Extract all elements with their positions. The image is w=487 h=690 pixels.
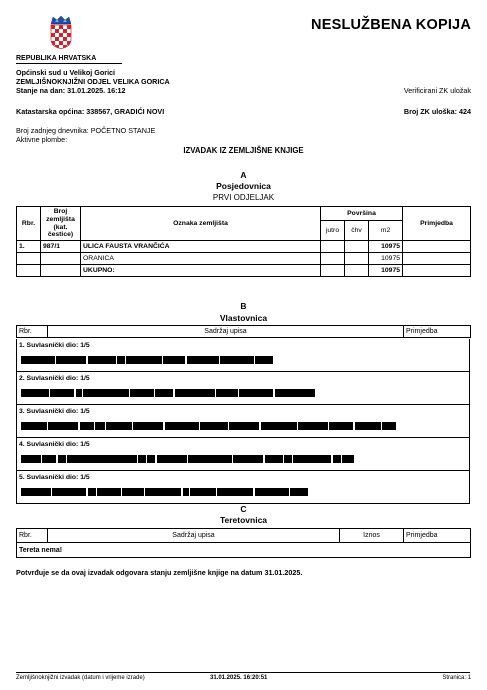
footer-left: Zemljišnoknjižni izvadak (datum i vrijeme izrade) — [16, 675, 145, 681]
row-oznaka: ORANICA — [81, 253, 321, 265]
col-primjedba-header: Primjedba — [404, 326, 471, 338]
row-primjedba — [403, 241, 471, 253]
col-rbr-header: Rbr. — [17, 529, 48, 543]
row-oznaka: ULICA FAUSTA VRANČIĆA — [81, 241, 321, 253]
section-b-title: Vlastovnica — [219, 313, 268, 323]
owner-entry — [16, 471, 470, 504]
total-row — [17, 265, 471, 277]
col-oznaka-header: Oznaka zemljišta — [81, 207, 321, 241]
table-row — [17, 241, 471, 253]
teretovnica-table — [16, 528, 471, 558]
section-c-title: Teretovnica — [219, 515, 268, 525]
row-m2: 10975 — [369, 253, 403, 265]
section-a-title: Posjedovnica — [216, 181, 271, 191]
owner-share-label: 1. Suvlasnički dio: 1/5 — [19, 342, 90, 349]
owner-entry — [16, 372, 470, 405]
col-sadrzaj-header: Sadržaj upisa — [48, 326, 404, 338]
cadastral-municipality: Katastarska općina: 338567, GRADIĆI NOVI — [16, 107, 165, 116]
col-jutro-header: jutro — [321, 220, 345, 241]
owner-share-label: 4. Suvlasnički dio: 1/5 — [19, 441, 90, 448]
table-row — [17, 253, 471, 265]
owner-share-label: 3. Suvlasnički dio: 1/5 — [19, 408, 90, 415]
row-m2: 10975 — [369, 241, 403, 253]
state-date: Stanje na dan: 31.01.2025. 16:12 — [16, 86, 126, 95]
col-rbr-header: Rbr. — [17, 326, 48, 338]
extract-title: IZVADAK IZ ZEMLJIŠNE KNJIGE — [183, 146, 304, 155]
col-iznos-header: Iznos — [340, 529, 404, 543]
court-name: Općinski sud u Velikoj Gorici — [16, 68, 116, 77]
section-a-letter: A — [240, 170, 247, 180]
republic-label: REPUBLIKA HRVATSKA — [16, 55, 97, 62]
no-encumbrances-note: Tereta nema! — [17, 543, 471, 558]
redacted-owner-text — [21, 389, 316, 397]
footer-timestamp: 31.01.2025. 16:20:51 — [210, 675, 268, 681]
croatian-coat-of-arms-icon — [50, 15, 72, 49]
redacted-owner-text — [21, 488, 309, 496]
col-primjedba-header: Primjedba — [403, 207, 471, 241]
owner-share-label: 5. Suvlasnički dio: 1/5 — [19, 474, 90, 481]
last-journal-number: Broj zadnjeg dnevnika: POČETNO STANJE — [16, 126, 156, 135]
section-a-subtitle: PRVI ODJELJAK — [212, 193, 275, 202]
redacted-owner-text — [21, 356, 275, 364]
owner-entry — [16, 405, 470, 438]
row-chv — [345, 253, 369, 265]
col-m2-header: m2 — [369, 220, 403, 241]
col-chv-header: čhv — [345, 220, 369, 241]
row-rbr — [17, 253, 41, 265]
row-jutro — [321, 241, 345, 253]
total-m2: 10975 — [369, 265, 403, 277]
owner-entry — [16, 339, 470, 372]
footer-page-number: Stranica: 1 — [442, 675, 471, 681]
col-broj-header: Broj zemljišta (kat. čestice) — [41, 207, 81, 241]
zk-number: Broj ZK uloška: 424 — [403, 107, 471, 116]
row-broj — [41, 253, 81, 265]
redacted-owner-text — [21, 422, 397, 430]
row-chv — [345, 241, 369, 253]
owner-entry — [16, 438, 470, 471]
header-divider — [16, 63, 122, 64]
footer-divider — [16, 672, 470, 673]
department-name: ZEMLJIŠNOKNJIŽNI ODJEL VELIKA GORICA — [16, 77, 170, 86]
row-rbr: 1. — [17, 241, 41, 253]
total-label: UKUPNO: — [81, 265, 321, 277]
active-seals: Aktivne plombe: — [16, 135, 68, 144]
section-b-letter: B — [240, 301, 247, 311]
col-primjedba-header: Primjedba — [404, 529, 471, 543]
col-rbr-header: Rbr. — [17, 207, 41, 241]
document-title: NESLUŽBENA KOPIJA — [311, 17, 471, 33]
confirmation-statement: Potvrđuje se da ovaj izvadak odgovara stanju zemljišne knjige na datum 31.01.2025. — [16, 568, 303, 577]
row-primjedba — [403, 253, 471, 265]
posjedovnica-table — [16, 206, 471, 277]
owner-share-label: 2. Suvlasnički dio: 1/5 — [19, 375, 90, 382]
redacted-owner-text — [21, 455, 355, 463]
col-povrsina-header: Površina — [321, 207, 403, 221]
section-c-letter: C — [240, 504, 247, 514]
row-jutro — [321, 253, 345, 265]
col-sadrzaj-header: Sadržaj upisa — [48, 529, 340, 543]
row-broj: 987/1 — [41, 241, 81, 253]
vlastovnica-header — [16, 325, 471, 338]
verified-label: Verificirani ZK uložak — [403, 86, 471, 95]
